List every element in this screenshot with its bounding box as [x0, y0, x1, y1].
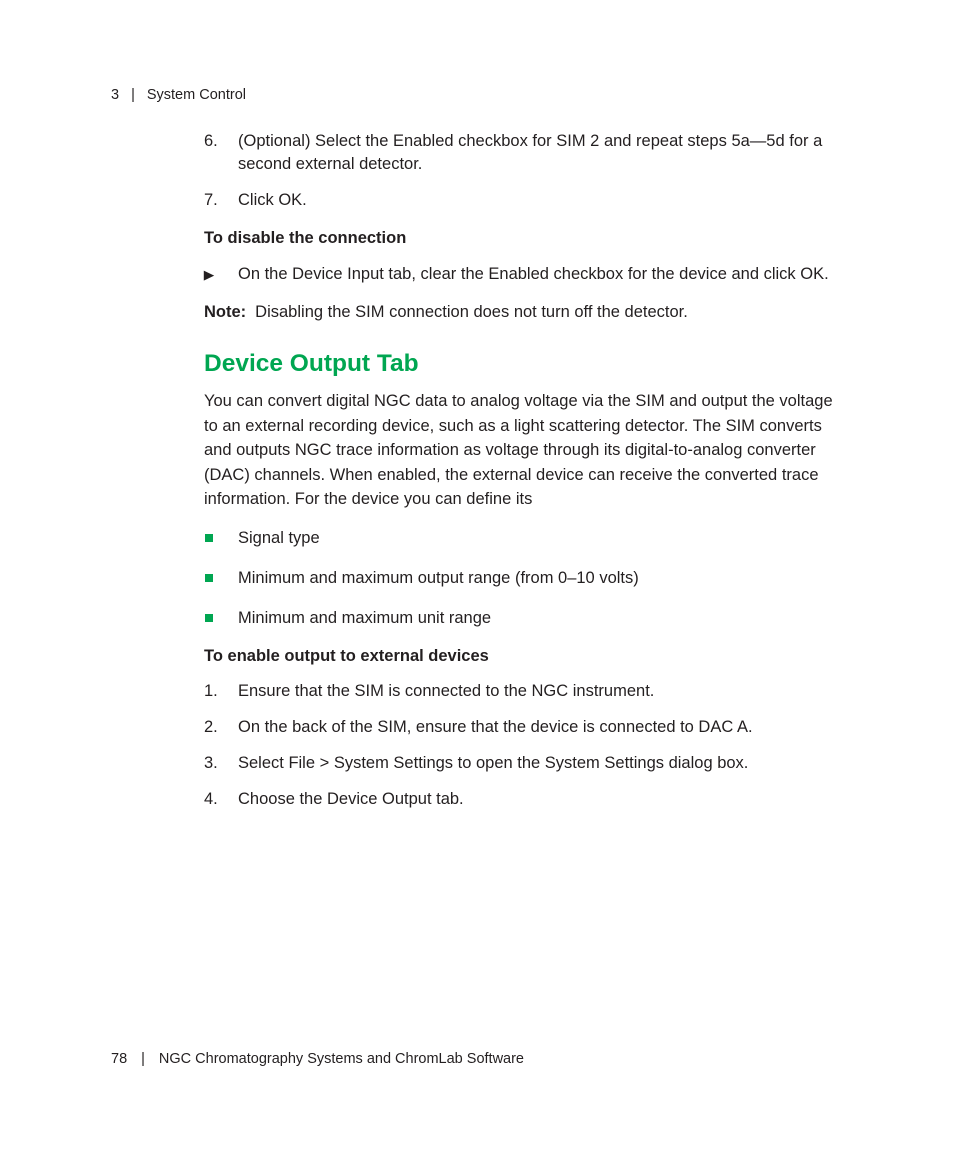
square-bullet-icon [204, 527, 238, 550]
step-text: On the back of the SIM, ensure that the device is connected to DAC A. [238, 717, 753, 736]
footer-separator: | [141, 1051, 145, 1067]
continued-steps-list [204, 130, 840, 212]
step-number: 3. [204, 753, 218, 772]
list-item [204, 527, 840, 550]
step-text: On the Device Input tab, clear the Enabled checkbox for the device and click OK. [238, 265, 829, 283]
list-item [204, 680, 840, 703]
list-item [204, 716, 840, 739]
procedure-heading-enable: To enable output to external devices [204, 646, 489, 665]
note-label: Note: [204, 303, 247, 321]
list-item [204, 567, 840, 590]
step-number: 1. [204, 681, 218, 700]
book-title: NGC Chromatography Systems and ChromLab Software [158, 1051, 524, 1067]
list-item [204, 607, 840, 630]
enable-steps-list [204, 680, 840, 811]
bullet-text: Signal type [238, 528, 320, 547]
triangle-bullet-icon: ▶ [203, 267, 215, 282]
step-text: Ensure that the SIM is connected to the NGC instrument. [238, 681, 655, 700]
square-bullet-icon [204, 607, 238, 630]
single-step-item [204, 263, 840, 286]
square-bullet-icon [204, 567, 238, 590]
step-number: 6. [204, 132, 218, 150]
step-text: Choose the Device Output tab. [238, 789, 464, 808]
note [204, 301, 840, 324]
header-separator: | [131, 87, 135, 103]
step-text: (Optional) Select the Enabled checkbox for SIM 2 and repeat steps 5a—5d for a second external detector. [238, 132, 823, 173]
list-item [204, 189, 840, 212]
step-text: Click OK. [238, 191, 307, 209]
note-text: Disabling the SIM connection does not turn off the detector. [255, 303, 688, 321]
page-content [204, 130, 840, 811]
bullet-list [204, 527, 840, 630]
bullet-text: Minimum and maximum output range (from 0–10 volts) [238, 568, 639, 587]
chapter-number: 3 [111, 87, 120, 103]
intro-paragraph: You can convert digital NGC data to analog voltage via the SIM and output the voltage to an external recording device, such as a light scattering detector. The SIM converts and outputs NGC trace information as voltage through its digital-to-analog converter (DAC) channels. When enabled, the external device can receive the converted trace information. For the device you can define its [204, 392, 833, 508]
running-header [111, 87, 246, 103]
step-number: 4. [204, 789, 218, 808]
step-text: Select File > System Settings to open the System Settings dialog box. [238, 753, 749, 772]
step-number: 7. [204, 191, 218, 209]
list-item [204, 788, 840, 811]
chapter-title: System Control [146, 87, 246, 103]
list-item [204, 130, 840, 176]
step-number: 2. [204, 717, 218, 736]
running-footer [111, 1051, 524, 1067]
procedure-heading-disable: To disable the connection [204, 229, 407, 247]
list-item [204, 752, 840, 775]
page-number: 78 [111, 1051, 128, 1067]
bullet-text: Minimum and maximum unit range [238, 608, 492, 627]
section-heading: Device Output Tab [204, 350, 419, 377]
